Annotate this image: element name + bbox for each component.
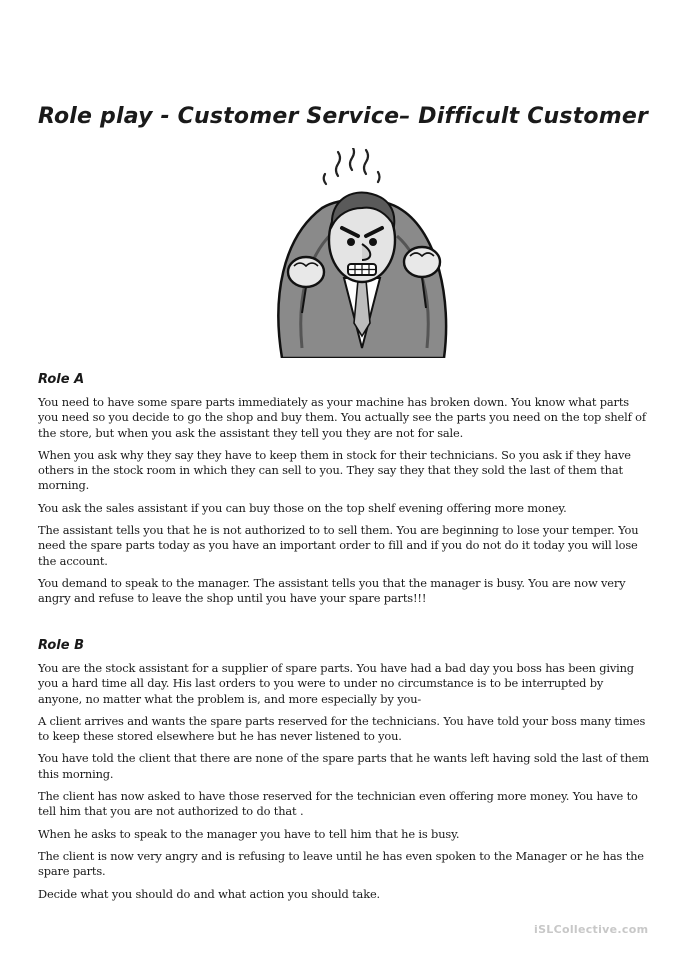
role-b-paragraph: You are the stock assistant for a supplier of spare parts. You have had a bad day you boss has been giving you a hard time all day. His last orders to you were to under no circumstance is to be interrupted by anyone, no matter what the problem is, and more especially by you- — [38, 661, 634, 706]
role-b-heading: Role B — [38, 638, 85, 653]
role-b-paragraph: You have told the client that there are none of the spare parts that he wants left having sold the last of them this morning. — [38, 751, 649, 781]
role-b-paragraph: The client is now very angry and is refusing to leave until he has even spoken to the Manager or he has the spare parts. — [38, 848, 644, 879]
page-title: Role play - Customer Service– Difficult Customer — [37, 104, 649, 129]
angry-customer-cartoon-icon — [278, 148, 446, 358]
angry-customer-illustration — [262, 148, 462, 358]
role-a-paragraph: The assistant tells you that he is not authorized to to sell them. You are beginning to lose your temper. You need the spare parts today as you have an important order to fill and if you do not do it today you will lose the account. — [38, 523, 639, 568]
role-a-paragraph: You need to have some spare parts immediately as your machine has broken down. You know what parts you need so you decide to go the shop and buy them. You actually see the parts you need on the top shelf of the store, but when you ask the assistant they tell you they are not for sale. — [38, 395, 646, 440]
role-a-paragraph: You demand to speak to the manager. The assistant tells you that the manager is busy. You are now very angry and refuse to leave the shop until you have your spare parts!!! — [38, 575, 626, 606]
role-b-paragraph: A client arrives and wants the spare parts reserved for the technicians. You have told your boss many times to keep these stored elsewhere but he has never listened to you. — [38, 713, 646, 744]
role-a-heading: Role A — [38, 372, 85, 387]
role-b-paragraph: The client has now asked to have those reserved for the technician even offering more money. You have to tell him that you are not authorized to do that . — [38, 789, 638, 819]
role-b-paragraph: Decide what you should do and what action you should take. — [38, 886, 381, 901]
role-a-paragraph: You ask the sales assistant if you can buy those on the top shelf evening offering more money. — [38, 500, 567, 515]
role-a-section — [38, 372, 650, 614]
role-a-paragraph: When you ask why they say they have to keep them in stock for their technicians. So you ask if they have others in the stock room in which they can sell to you. They say they that they sold the last of them that morning. — [38, 447, 631, 493]
watermark: iSLCollective.com — [534, 923, 649, 936]
role-b-section — [38, 638, 650, 909]
role-b-paragraph: When he asks to speak to the manager you have to tell him that he is busy. — [38, 826, 460, 841]
